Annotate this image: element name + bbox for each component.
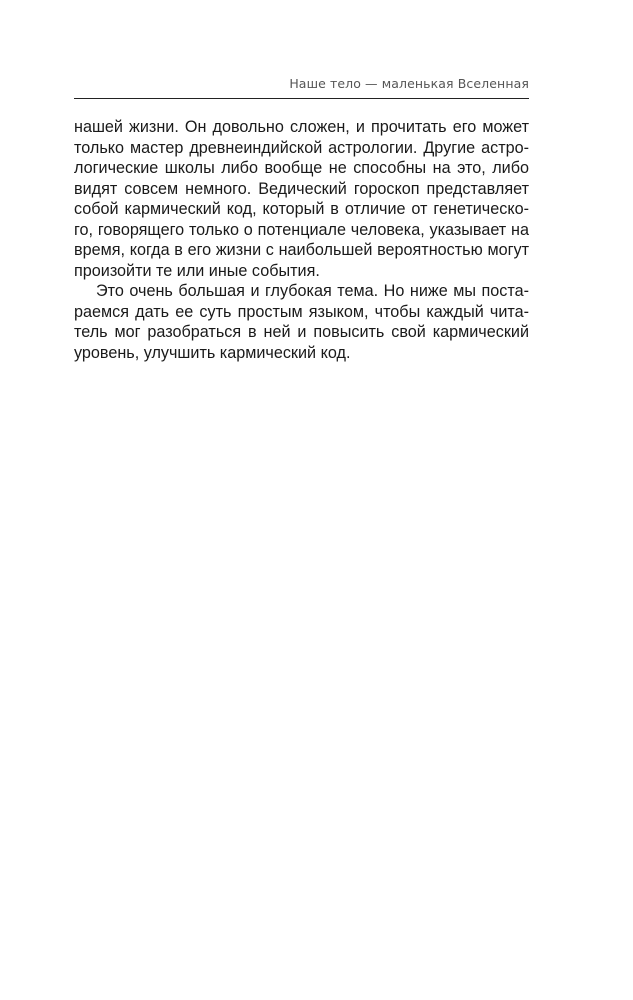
- text-line: только мастер древнеиндийской астрологии. Другие астро-: [74, 138, 529, 157]
- paragraph-1: [74, 117, 529, 281]
- paragraph-2: [74, 281, 529, 363]
- text-line: логические школы либо вообще не способны на это, либо: [74, 159, 529, 177]
- body-text: [74, 117, 529, 363]
- text-line: уровень, улучшить кармический код.: [74, 343, 351, 362]
- text-line: видят совсем немного. Ведический гороскоп представляет: [74, 179, 529, 198]
- running-header: [74, 76, 529, 99]
- text-line: нашей жизни. Он довольно сложен, и прочитать его может: [74, 118, 529, 136]
- text-line: го, говорящего только о потенциале человека, указывает на: [74, 220, 529, 239]
- text-line: тель мог разобраться в ней и повысить свой кармический: [74, 323, 529, 341]
- text-line: собой кармический код, который в отличие от генетическо-: [74, 200, 529, 218]
- text-line: раемся дать ее суть простым языком, чтобы каждый чита-: [74, 302, 529, 321]
- running-title: Наше тело — маленькая Вселенная: [289, 76, 529, 91]
- text-line: время, когда в его жизни с наибольшей вероятностью могут: [74, 241, 529, 259]
- text-line: произойти те или иные события.: [74, 261, 320, 280]
- text-line: Это очень большая и глубокая тема. Но ниже мы поста-: [96, 282, 529, 300]
